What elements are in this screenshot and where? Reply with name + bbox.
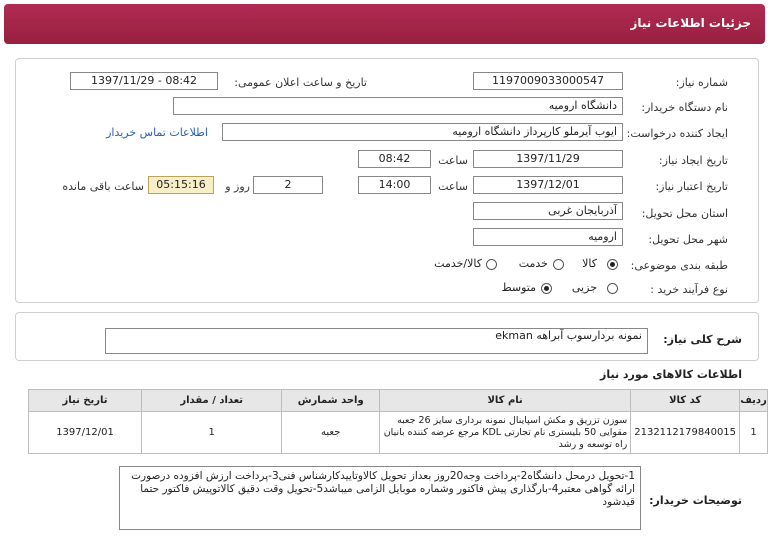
city-label: شهر محل تحویل: (648, 233, 728, 246)
announce-datetime-label: تاریخ و ساعت اعلان عمومی: (234, 76, 367, 89)
valid-time-field: 14:00 (358, 176, 431, 194)
created-date-label: تاریخ ایجاد نیاز: (658, 154, 728, 167)
province-label: استان محل تحویل: (641, 207, 728, 220)
table-row (29, 412, 768, 454)
page-header (4, 4, 765, 44)
category-radio-service[interactable] (553, 259, 564, 270)
remaining-time-field: 05:15:16 (148, 176, 214, 194)
need-number-field: 1197009033000547 (473, 72, 623, 90)
province-field: آذربایجان غربی (473, 202, 623, 220)
process-option-medium: متوسط (501, 281, 536, 294)
buyer-notes-field: 1-تحویل درمحل دانشگاه2-پرداخت وجه20روز بعداز تحویل کالاوتاییدکارشناس فنی3-پرداخت ارزش افزوده درصورت ارائه گواهی معتبر4-بارگذاری پیش فاکتور وشماره موبایل الزامی میباشد5-تحویل وقت دقیق کالاتوپیش فاکتور حتما قیدشود (119, 466, 641, 530)
general-description-label: شرح کلی نیاز: (663, 333, 742, 346)
items-table (28, 389, 768, 454)
general-description-field: نمونه بردارسوب آبراهه ekman (105, 328, 648, 354)
items-table-header (29, 390, 768, 412)
buyer-org-field: دانشگاه ارومیه (173, 97, 623, 115)
process-option-minor: جزیی (571, 281, 597, 294)
col-qty: تعداد / مقدار (142, 390, 282, 412)
category-radio-goods[interactable] (607, 259, 618, 270)
valid-date-field: 1397/12/01 (473, 176, 623, 194)
announce-datetime-field: 1397/11/29 - 08:42 (70, 72, 218, 90)
category-option-goods-service: کالا/خدمت (434, 257, 482, 270)
col-code: کد کالا (631, 390, 740, 412)
category-option-service: خدمت (518, 257, 548, 270)
cell-qty: 1 (142, 412, 282, 454)
process-type-label: نوع فرآیند خرید : (650, 283, 728, 296)
buyer-org-label: نام دستگاه خریدار: (641, 101, 728, 114)
created-time-field: 08:42 (358, 150, 431, 168)
created-time-label: ساعت (438, 154, 468, 167)
buyer-contact-link[interactable]: اطلاعات تماس خریدار (106, 126, 208, 139)
buyer-notes-label: توضیحات خریدار: (649, 494, 742, 507)
col-date: تاریخ نیاز (29, 390, 142, 412)
days-label: روز و (225, 180, 250, 193)
cell-code: 2132112179840015 (631, 412, 740, 454)
remaining-time-label: ساعت باقی مانده (62, 180, 144, 193)
col-name: نام کالا (380, 390, 631, 412)
page-title: جزئیات اطلاعات نیاز (630, 16, 751, 30)
category-radio-goods-service[interactable] (486, 259, 497, 270)
cell-name: سوزن تزریق و مکش اسپاینال نمونه برداری سایز 26 جعبه مقوایی 50 بلیستری نام تجارتی KDL مرجع عرضه کننده بانیان راه توسعه و رشد (380, 412, 631, 454)
col-unit: واحد شمارش (282, 390, 380, 412)
cell-unit: جعبه (282, 412, 380, 454)
category-label: طبقه بندی موضوعی: (630, 259, 728, 272)
city-field: ارومیه (473, 228, 623, 246)
requester-label: ایجاد کننده درخواست: (626, 127, 728, 140)
cell-date: 1397/12/01 (29, 412, 142, 454)
created-date-field: 1397/11/29 (473, 150, 623, 168)
items-section-title: اطلاعات کالاهای مورد نیاز (600, 368, 742, 381)
remaining-days-field: 2 (253, 176, 323, 194)
col-row: ردیف (740, 390, 768, 412)
process-radio-minor[interactable] (607, 283, 618, 294)
cell-row: 1 (740, 412, 768, 454)
requester-field: ایوب آیرملو کارپرداز دانشگاه ارومیه (222, 123, 623, 141)
category-option-goods: کالا (582, 257, 597, 270)
need-number-label: شماره نیاز: (675, 76, 728, 89)
valid-date-label: تاریخ اعتبار نیاز: (655, 180, 728, 193)
process-radio-medium[interactable] (541, 283, 552, 294)
valid-time-label: ساعت (438, 180, 468, 193)
